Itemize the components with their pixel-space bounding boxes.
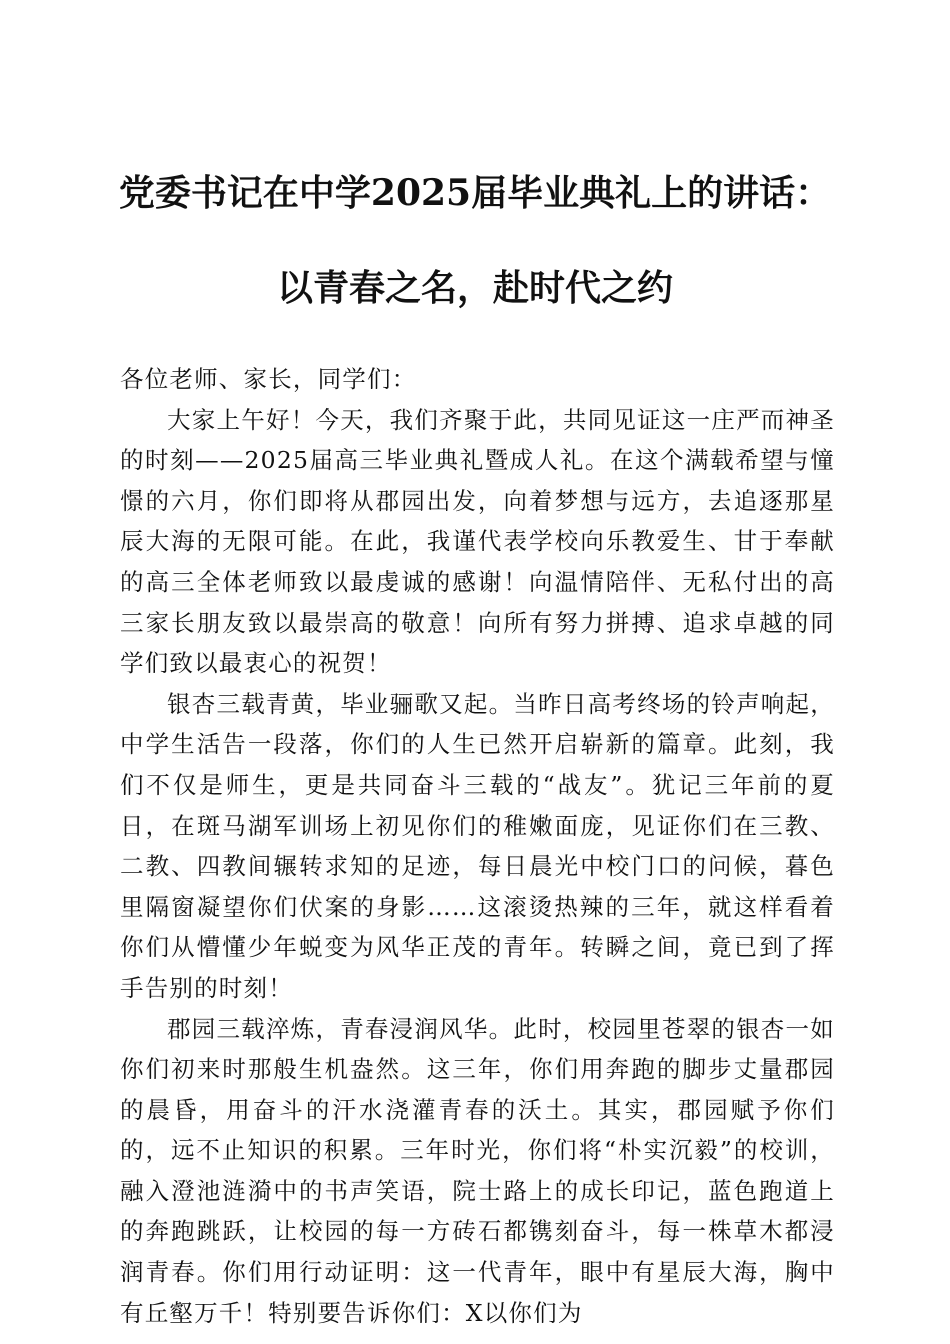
paragraph-3: 郡园三载淬炼，青春浸润风华。此时，校园里苍翠的银杏一如你们初来时那般生机盎然。这三年，你们用奔跑的脚步丈量郡园的晨昏，用奋斗的汗水浇灌青春的沃土。其实，郡园赋予你们的，远不止知识的积累。三年时光，你们将“朴实沉毅”的校训，融入澄池涟漪中的书声笑语，院士路上的成长印记，蓝色跑道上的奔跑跳跃，让校园的每一方砖石都镌刻奋斗，每一株草木都浸润青春。你们用行动证明：这一代青年，眼中有星辰大海，胸中有丘壑万千！特别要告诉你们：X以你们为 <box>120 1014 835 1327</box>
paragraph-2: 银杏三载青黄，毕业骊歌又起。当昨日高考终场的铃声响起，中学生活告一段落，你们的人生已然开启崭新的篇章。此刻，我们不仅是师生，更是共同奋斗三载的“战友”。犹记三年前的夏日，在斑马湖军训场上初见你们的稚嫩面庞，见证你们在三教、二教、四教间辗转求知的足迹，每日晨光中校门口的问候，暮色里隔窗凝望你们伏案的身影……这滚烫热辣的三年，就这样看着你们从懵懂少年蜕变为风华正茂的青年。转瞬之间，竟已到了挥手告别的时刻！ <box>120 689 835 1002</box>
paragraph-1: 大家上午好！今天，我们齐聚于此，共同见证这一庄严而神圣的时刻——2025届高三毕业典礼暨成人礼。在这个满载希望与憧憬的六月，你们即将从郡园出发，向着梦想与远方，去追逐那星辰大海的无限可能。在此，我谨代表学校向乐教爱生、甘于奉献的高三全体老师致以最虔诚的感谢！向温情陪伴、无私付出的高三家长朋友致以最崇高的敬意！向所有努力拼搏、追求卓越的同学们致以最衷心的祝贺！ <box>120 405 835 678</box>
document-body <box>120 359 835 1333</box>
salutation: 各位老师、家长，同学们： <box>120 365 417 393</box>
document-title-line-1: 党委书记在中学2025届毕业典礼上的讲话： <box>118 172 832 214</box>
document-title-line-2: 以青春之名，赴时代之约 <box>276 267 673 309</box>
